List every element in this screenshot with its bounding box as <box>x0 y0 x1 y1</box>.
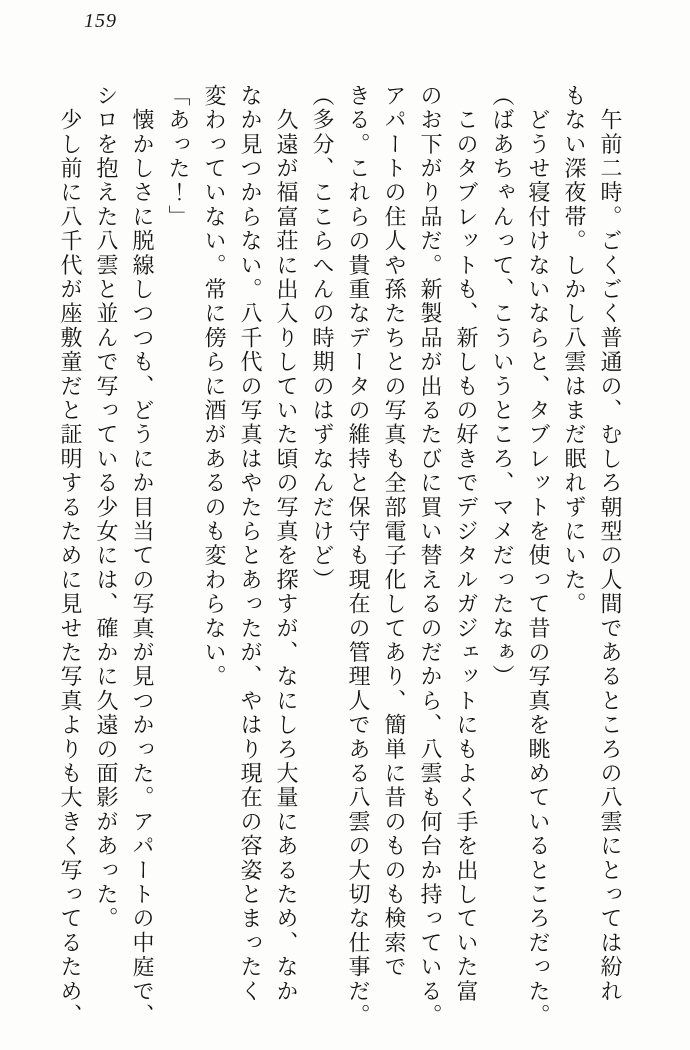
text-line: シロを抱えた八雲と並んで写っている少女には、確かに久遠の面影があった。 <box>94 84 119 931</box>
novel-text-block <box>52 84 628 1034</box>
text-line: どうせ寝付けないならと、タブレットを使って昔の写真を眺めているところだった。 <box>526 84 551 1028</box>
text-line: このタブレットも、新しもの好きでデジタルガジェットにもよく手を出していた富 <box>454 84 479 1004</box>
text-line: なか見つからない。八千代の写真はやたらとあったが、やはり現在の容姿とまったく <box>238 84 263 1004</box>
text-line: （多分、ここらへんの時期のはずなんだけど） <box>310 84 335 593</box>
text-line: もない深夜帯。しかし八雲はまだ眠れずにいた。 <box>562 84 587 617</box>
text-line: 午前二時。ごくごく普通の、むしろ朝型の人間であるところの八雲にとっては紛れ <box>598 84 623 1004</box>
text-line: のお下がり品だ。新製品が出るたびに買い替えるのだから、八雲も何台か持っている。 <box>418 84 443 1028</box>
text-line: 懐かしさに脱線しつつも、どうにか目当ての写真が見つかった。アパートの中庭で、 <box>130 84 155 1028</box>
text-line: アパートの住人や孫たちとの写真も全部電子化してあり、簡単に昔のものも検索で <box>382 84 407 980</box>
text-line: 変わっていない。常に傍らに酒があるのも変わらない。 <box>202 84 227 689</box>
text-line: 少し前に八千代が座敷童だと証明するために見せた写真よりも大きく写ってるため、 <box>58 84 83 1028</box>
text-line: （ばあちゃんって、こういうところ、マメだったなぁ） <box>490 84 515 689</box>
page-number: 159 <box>84 10 117 32</box>
text-line: 久遠が福富荘に出入りしていた頃の写真を探すが、なにしろ大量にあるため、なか <box>274 84 299 1004</box>
text-line: きる。これらの貴重なデータの維持と保守も現在の管理人である八雲の大切な仕事だ。 <box>346 84 371 1028</box>
text-line: 「あった！」 <box>166 84 191 230</box>
